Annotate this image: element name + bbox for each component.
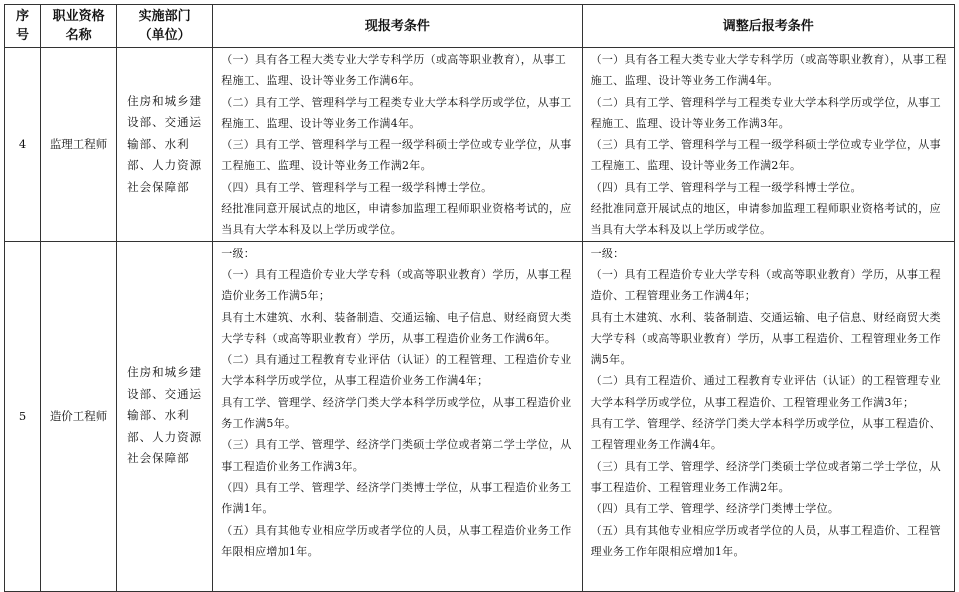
condition-line: 经批准同意开展试点的地区，申请参加监理工程师职业资格考试的，应当具有大学本科及以上学历或学位。: [221, 202, 572, 237]
condition-line: （四）具有工学、管理学、经济学门类博士学位，从事工程造价业务工作满1年。: [221, 480, 572, 516]
condition-line: （五）具有其他专业相应学历或者学位的人员，从事工程造价、工程管理业务工作年限相应增加1年。: [590, 523, 941, 558]
condition-line: （四）具有工学、管理科学与工程一级学科博士学位。: [221, 180, 493, 194]
header-old-conditions: 现报考条件: [213, 5, 582, 48]
condition-line: 具有工学、管理学、经济学门类大学本科学历或学位，从事工程造价业务工作满5年。: [221, 395, 572, 431]
department: 住房和城乡建设部、交通运输部、水利部、人力资源社会保障部: [117, 241, 213, 591]
condition-line: （一）具有各工程大类专业大学专科学历（或高等职业教育），从事工程施工、监理、设计等业务工作满4年。: [590, 53, 947, 88]
new-conditions: [582, 48, 954, 242]
old-conditions: [213, 241, 582, 591]
condition-line: （二）具有工学、管理科学与工程类专业大学本科学历或学位，从事工程施工、监理、设计等业务工作满3年。: [590, 95, 941, 130]
condition-line: （一）具有各工程大类专业大学专科学历（或高等职业教育），从事工程施工、监理、设计等业务工作满6年。: [221, 53, 567, 88]
row-number: 5: [5, 241, 41, 591]
condition-line: 具有工学、管理学、经济学门类大学本科学历或学位，从事工程造价、工程管理业务工作满4年。: [590, 417, 941, 452]
condition-line: （三）具有工学、管理科学与工程一级学科硕士学位或专业学位，从事工程施工、监理、设计等业务工作满2年。: [590, 138, 941, 173]
qualification-name: 造价工程师: [41, 241, 117, 591]
condition-line: （三）具有工学、管理科学与工程一级学科硕士学位或专业学位，从事工程施工、监理、设计等业务工作满2年。: [221, 138, 572, 173]
qualification-table: [4, 4, 955, 592]
condition-line: 具有土木建筑、水利、装备制造、交通运输、电子信息、财经商贸大类大学专科（或高等职业教育）学历，从事工程造价、工程管理业务工作满5年。: [590, 310, 941, 367]
condition-line: （三）具有工学、管理学、经济学门类硕士学位或者第二学士学位，从事工程造价、工程管理业务工作满2年。: [590, 459, 941, 494]
table-row: [5, 241, 955, 591]
header-no: 序 号: [5, 5, 41, 48]
old-conditions: [213, 48, 582, 242]
header-row: [5, 5, 955, 48]
new-conditions: [582, 241, 954, 591]
qualification-name: 监理工程师: [41, 48, 117, 242]
condition-line: （四）具有工学、管理学、经济学门类博士学位。: [590, 502, 840, 516]
condition-line: 经批准同意开展试点的地区，申请参加监理工程师职业资格考试的，应当具有大学本科及以上学历或学位。: [590, 202, 941, 237]
condition-line: （五）具有其他专业相应学历或者学位的人员，从事工程造价业务工作年限相应增加1年。: [221, 523, 572, 558]
row-number: 4: [5, 48, 41, 242]
condition-line: 一级：: [590, 246, 625, 260]
header-name: 职业资格 名称: [41, 5, 117, 48]
condition-line: （一）具有工程造价专业大学专科（或高等职业教育）学历，从事工程造价、工程管理业务工作满4年；: [590, 267, 941, 303]
department: 住房和城乡建设部、交通运输部、水利部、人力资源社会保障部: [117, 48, 213, 242]
condition-line: （二）具有通过工程教育专业评估（认证）的工程管理、工程造价专业大学本科学历或学位，从事工程造价业务工作满4年；: [221, 353, 572, 388]
header-new-conditions: 调整后报考条件: [582, 5, 954, 48]
condition-line: （二）具有工学、管理科学与工程类专业大学本科学历或学位，从事工程施工、监理、设计等业务工作满4年。: [221, 95, 572, 130]
condition-line: （三）具有工学、管理学、经济学门类硕士学位或者第二学士学位，从事工程造价业务工作满3年。: [221, 438, 572, 473]
condition-line: （四）具有工学、管理科学与工程一级学科博士学位。: [590, 180, 862, 194]
header-dept: 实施部门 （单位）: [117, 5, 213, 48]
condition-line: 具有土木建筑、水利、装备制造、交通运输、电子信息、财经商贸大类大学专科（或高等职业教育）学历，从事工程造价业务工作满6年。: [221, 310, 572, 345]
condition-line: （二）具有工程造价、通过工程教育专业评估（认证）的工程管理专业大学本科学历或学位，从事工程造价、工程管理业务工作满3年；: [590, 374, 941, 409]
condition-line: 一级：: [221, 246, 256, 260]
condition-line: （一）具有工程造价专业大学专科（或高等职业教育）学历，从事工程造价业务工作满5年；: [221, 267, 572, 303]
table-row: [5, 48, 955, 242]
